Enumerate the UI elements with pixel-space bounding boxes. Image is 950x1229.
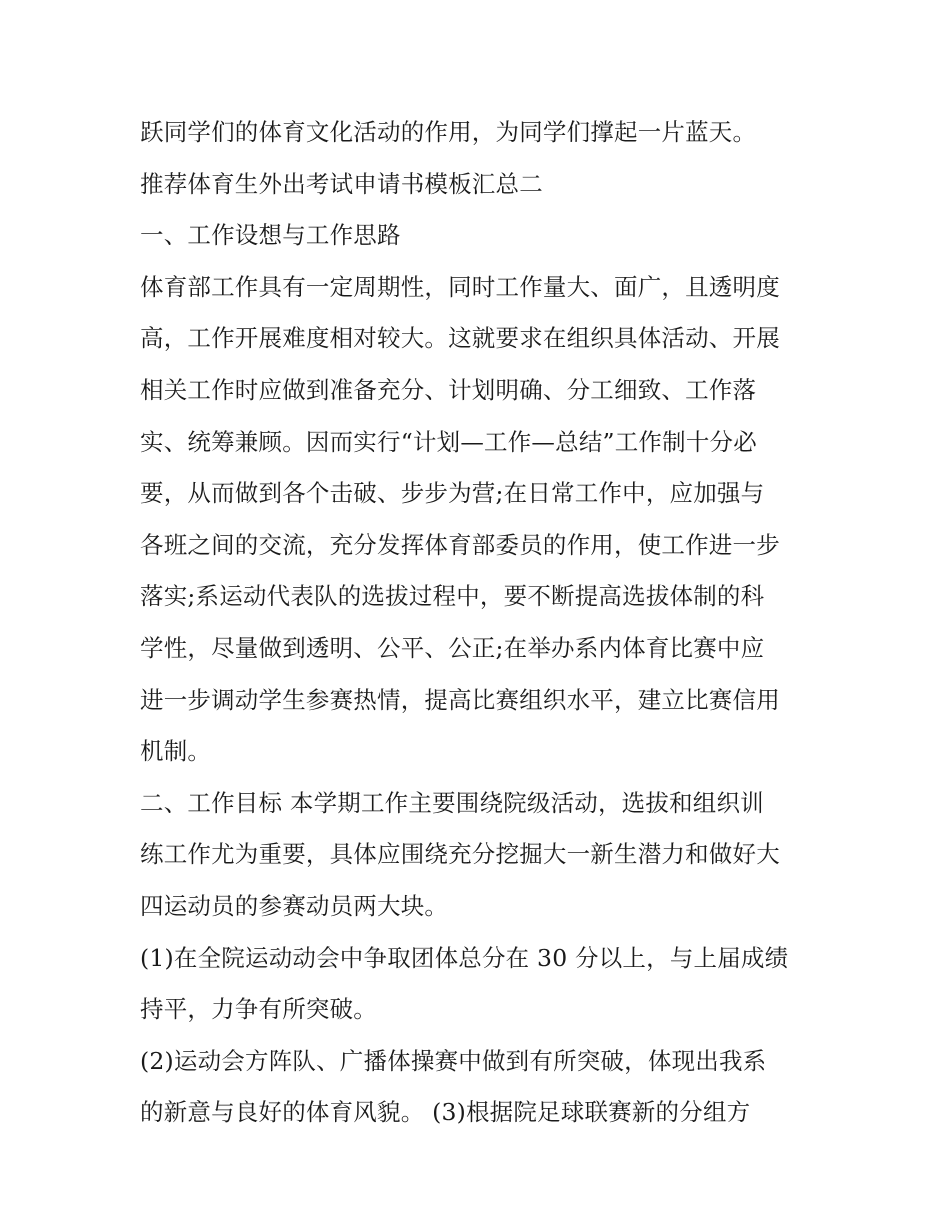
paragraph-1-line-10: 机制。 xyxy=(140,737,212,766)
paragraph-1-line-1: 体育部工作具有一定周期性，同时工作量大、面广，且透明度 xyxy=(140,272,780,301)
list-item-1-line-1: (1)在全院运动动会中争取团体总分在 30 分以上，与上届成绩 xyxy=(140,943,789,972)
paragraph-1-line-4: 实、统筹兼顾。因而实行“计划—工作—总结”工作制十分必 xyxy=(140,427,757,456)
paragraph-1-line-9: 进一步调动学生参赛热情，提高比赛组织水平，建立比赛信用 xyxy=(140,685,780,714)
paragraph-1-line-8: 学性，尽量做到透明、公平、公正;在举办系内体育比赛中应 xyxy=(140,633,765,662)
paragraph-1-line-5: 要，从而做到各个击破、步步为营;在日常工作中，应加强与 xyxy=(140,479,765,508)
list-item-2-line-2: 的新意与良好的体育风貌。 (3)根据院足球联赛新的分组方 xyxy=(140,1098,751,1127)
heading-1: 一、工作设想与工作思路 xyxy=(140,221,401,250)
paragraph-1-line-6: 各班之间的交流，充分发挥体育部委员的作用，使工作进一步 xyxy=(140,530,780,559)
paragraph-1-line-2: 高，工作开展难度相对较大。这就要求在组织具体活动、开展 xyxy=(140,324,780,353)
list-item-1-line-2: 持平，力争有所突破。 xyxy=(140,995,377,1024)
heading-2-line-1: 二、工作目标 本学期工作主要围绕院级活动，选拔和组织训 xyxy=(140,788,764,817)
paragraph-2-line-3: 四运动员的参赛动员两大块。 xyxy=(140,891,449,920)
document-body xyxy=(140,107,820,1139)
paragraph-2-line-2: 练工作尤为重要，具体应围绕充分挖掘大一新生潜力和做好大 xyxy=(140,840,780,869)
text-line-1: 跃同学们的体育文化活动的作用，为同学们撑起一片蓝天。 xyxy=(140,118,757,146)
list-item-2-line-1: (2)运动会方阵队、广播体操赛中做到有所突破，体现出我系 xyxy=(140,1046,767,1075)
section-title: 推荐体育生外出考试申请书模板汇总二 xyxy=(140,169,543,198)
paragraph-1-line-3: 相关工作时应做到准备充分、计划明确、分工细致、工作落 xyxy=(140,375,757,404)
paragraph-1-line-7: 落实;系运动代表队的选拔过程中，要不断提高选拔体制的科 xyxy=(140,582,765,611)
